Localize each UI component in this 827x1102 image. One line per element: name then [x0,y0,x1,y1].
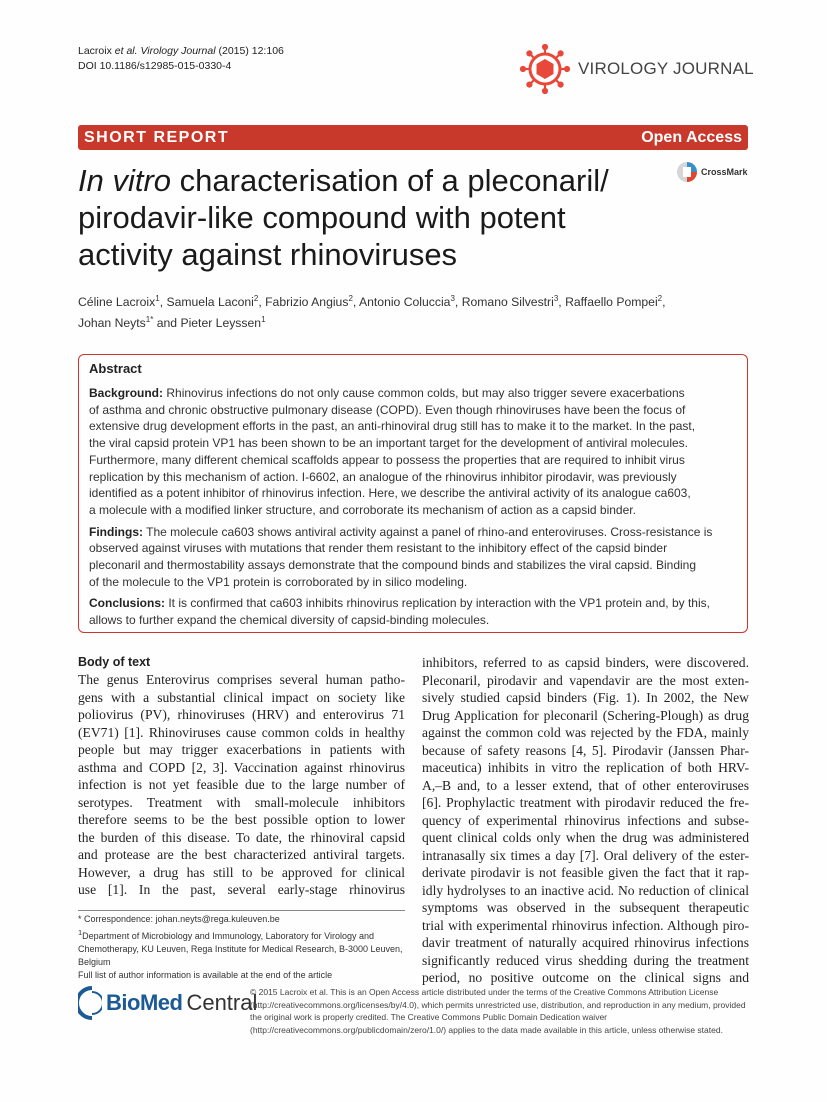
abstract-text: of the molecule to the VP1 protein is corroborated by in silico modeling. [89,574,468,589]
footnotes [78,913,408,982]
abstract-heading: Abstract [89,361,142,376]
body-text-line: infection is not yet feasible due to the large number of [78,777,405,792]
crossmark-icon [676,161,698,183]
author[interactable] [78,316,153,330]
abstract-text: allows to further expand the chemical diversity of capsid-binding molecules. [89,613,490,628]
author-name: Romano Silvestri [461,295,554,310]
body-text-line: people but may trigger exacerbations in patients with [78,742,405,757]
body-text-line: and protease are the best characterized antiviral targets. [78,847,405,862]
abstract-text: observed against viruses with mutations that render them resistant to the inhibitory effect of the capsid binder [89,541,668,556]
body-text-line: quent clinical colds only when the drug was administered [422,830,749,845]
biomed-central-logo [78,986,257,1020]
body-text-line: sively studied capsid binders (Fig. 1). In 2002, the New [422,690,749,705]
author-affiliation: 1* [145,315,154,325]
abstract-text: It is confirmed that ca603 inhibits rhinovirus replication by interaction with the VP1 protein and, by this, [165,596,710,611]
abstract-text: extensive drug development efforts in the past, an anti-rhinoviral drug still has to make it to the market. In the past, [89,419,696,434]
body-left-column [78,654,405,899]
abstract-section-label: Conclusions: [89,596,166,611]
body-right-column [422,654,749,987]
abstract-line [89,485,737,502]
body-text-line: trial with experimental rhinovirus infection. Although piro- [422,917,749,933]
author-name: Johan Neyts [78,316,146,331]
title-line: characterisation of a pleconaril/ [171,163,609,198]
abstract-line [89,469,737,486]
body-text-line: idly hydrolyses to an inactive acid. No reduction of clinical [422,882,749,898]
body-text-line: period, no positive outcome on the clinical signs and [422,970,749,985]
author-name: Raffaello Pompei [565,295,658,310]
body-text-line: intranasally six times a day [7]. Oral delivery of the ester- [422,847,749,863]
author[interactable] [265,295,353,309]
body-text-line: symptoms was observed in the subsequent therapeutic [422,900,749,915]
abstract-section [89,385,737,519]
body-text-line: therefore seems to be the best possible option to lower [78,812,405,827]
body-text-line: the burden of this disease. To date, the rhinoviral capsid [78,829,405,845]
citation-volume: (2015) 12:106 [218,45,284,57]
doi[interactable]: DOI 10.1186/s12985-015-0330-4 [78,60,232,72]
abstract-line [89,418,737,435]
article-type-banner [78,125,748,150]
body-text-line: davir treatment of naturally acquired rhinovirus infections [422,935,749,950]
abstract-line [89,574,737,591]
author[interactable] [166,295,258,309]
bmc-bold: BioMed [106,990,183,1015]
abstract-text: pleconaril and thermostability assays demonstrate that the compound binds and stabilizes the viral capsid. Binding [89,558,697,573]
author-affiliation: 2 [253,294,259,303]
author-affiliation: 3 [450,294,455,303]
crossmark-label: CrossMark [701,167,748,177]
body-text-line: Pleconaril, pirodavir and vapendavir are the most exten- [422,672,749,688]
abstract-line [89,612,737,629]
body-text-line: asthma and COPD [2, 3]. Vaccination against rhinovirus [78,759,405,775]
body-text-line: However, a drug has still to be approved for clinical [78,864,405,880]
abstract-line [89,452,737,469]
author-name: Fabrizio Angius [265,295,349,310]
abstract-line [89,540,737,557]
abstract-line [89,557,737,574]
affiliation: Department of Microbiology and Immunology, Laboratory for Virology and Chemotherapy, KU Leuven, Rega Institute for Medical Research, B-3000 Leuven, Belgium [78,931,403,967]
abstract-line [89,524,737,541]
virus-logo-icon [520,44,570,94]
body-text-line: serotypes. Treatment with small-molecule inhibitors [78,794,405,810]
abstract-text: a molecule with a modified linker structure, and corroborate its mechanism of action as a capsid binder. [89,502,636,517]
body-text-line: derivate pirodavir is not feasible given the fact that it rap- [422,865,749,880]
abstract-text: the viral capsid protein VP1 has been shown to be an important target for the development of antiviral molecules. [89,436,689,451]
body-text-line: [6]. Prophylactic treatment with pirodavir reduced the fre- [422,795,749,810]
body-text-line: Drug Application for pleconaril (Schering-Plough) as drug [422,707,749,723]
body-text-line: inhibitors, referred to as capsid binders, were discovered. [422,655,749,670]
abstract-text: Rhinovirus infections do not only cause common colds, but may also trigger severe exacerbations [163,386,685,400]
abstract-section [89,595,737,628]
bmc-light: Central [186,990,258,1015]
citation-journal: et al. Virology Journal [114,45,216,57]
article-type: SHORT REPORT [84,128,230,146]
bmc-arc-icon [78,986,102,1020]
author[interactable] [78,295,160,309]
body-text-line: significantly reduced virus shedding during the treatment [422,952,749,968]
citation-authors: Lacroix [78,45,112,57]
correspondence: * Correspondence: johan.neyts@rega.kuleuven.be [78,914,280,924]
abstract-section-label: Findings: [89,524,143,539]
author-name: Céline Lacroix [78,295,156,310]
author-affiliation: 3 [553,294,559,303]
author-name: Antonio Coluccia [359,295,451,310]
author-affiliation: 2 [657,294,663,303]
article-title [78,162,638,273]
title-line: pirodavir-like compound with potent [78,200,566,235]
author[interactable] [565,295,662,309]
body-text-line: (EV71) [1]. Rhinoviruses cause common colds in healthy [78,724,405,740]
abstract-text: replication by this mechanism of action. I-6602, an analogue of the rhinovirus inhibitor pirodavir, was previously [89,469,677,484]
author-list: Céline Lacroix$^1$, Samuela Laconi$^2$, Fabrizio Angius$^2$, Antonio Coluccia$^3$, Romano Silvestri$^3$, Raffaello Pompei$^2$, Johan Neyts$^{1*}$ and Pieter Leyssen$^1$ [78,294,666,331]
title-italic: In vitro [78,163,172,198]
body-text-line: against the common cold was rejected by the FDA, mainly [422,725,749,740]
abstract-section [89,524,737,591]
title-line: activity against rhinoviruses [78,237,458,272]
abstract-text: identified as a potent inhibitor of rhinovirus infection. Here, we describe the antiviral activity of its analogue ca603, [89,486,691,501]
full-author-info-note: Full list of author information is available at the end of the article [78,970,333,980]
footnote-divider [78,910,405,911]
author-affiliation: 1 [155,294,160,303]
abstract-line [89,402,737,419]
body-text-line: gens with a substantial clinical impact on society like [78,689,405,705]
body-text-line: The genus Enterovirus comprises several human patho- [78,672,405,687]
author[interactable] [180,316,265,330]
author-name: Pieter Leyssen [180,316,262,331]
body-text-line: because of safety reasons [4, 5]. Pirodavir (Janssen Phar- [422,742,749,758]
abstract-line [89,385,737,402]
author-affiliation: 2 [348,294,353,303]
abstract-box [78,354,748,633]
author[interactable] [462,295,559,309]
author-name: Samuela Laconi [166,295,254,310]
body-text-line: use [1]. In the past, several early-stage rhinovirus [78,882,405,897]
journal-name: VIROLOGY JOURNAL [578,59,754,78]
license-text: © 2015 Lacroix et al. This is an Open Access article distributed under the terms of the Creative Commons Attribution License (http://creativecommons.org/licenses/by/4.0), which permits unrestricted use, distribution, and reproduction in any medium, provided the original work is properly credited. The Creative Commons Public Domain Dedication waiver (http://creativecommons.org/publicdomain/zero/1.0/) applies to the data made available in this article, unless otherwise stated. [250,987,746,1035]
abstract-section-label: Background: [89,386,164,400]
affiliation-mark: 1 [78,928,83,937]
body-text-line: maceutica) inhibits in vitro the replication of both HRV- [422,760,749,775]
body-text-line: poliovirus (PV), rhinoviruses (HRV) and enterovirus 71 [78,707,405,722]
journal-logo [520,44,754,94]
body-text-line: A,–B and, to a lesser extend, that of other enteroviruses [422,777,749,793]
abstract-line [89,502,737,519]
author-affiliation: 1 [261,315,266,325]
author[interactable] [359,295,455,309]
abstract-line [89,435,737,452]
abstract-line [89,595,737,612]
body-heading: Body of text [78,655,151,669]
open-access-label: Open Access [641,128,742,146]
crossmark-button[interactable] [676,161,748,183]
abstract-text: of asthma and chronic obstructive pulmonary disease (COPD). Even though rhinoviruses have been the focus of [89,402,686,417]
author-conjunction: and [156,316,178,331]
abstract-text: The molecule ca603 shows antiviral activity against a panel of rhino-and enteroviruses. Cross-resistance is [143,524,713,539]
citation-header [78,44,284,74]
body-text-line: quency of experimental rhinovirus infections and subse- [422,812,749,828]
abstract-text: Furthermore, many different chemical scaffolds appear to possess the properties that are required to inhibit virus [89,452,685,467]
